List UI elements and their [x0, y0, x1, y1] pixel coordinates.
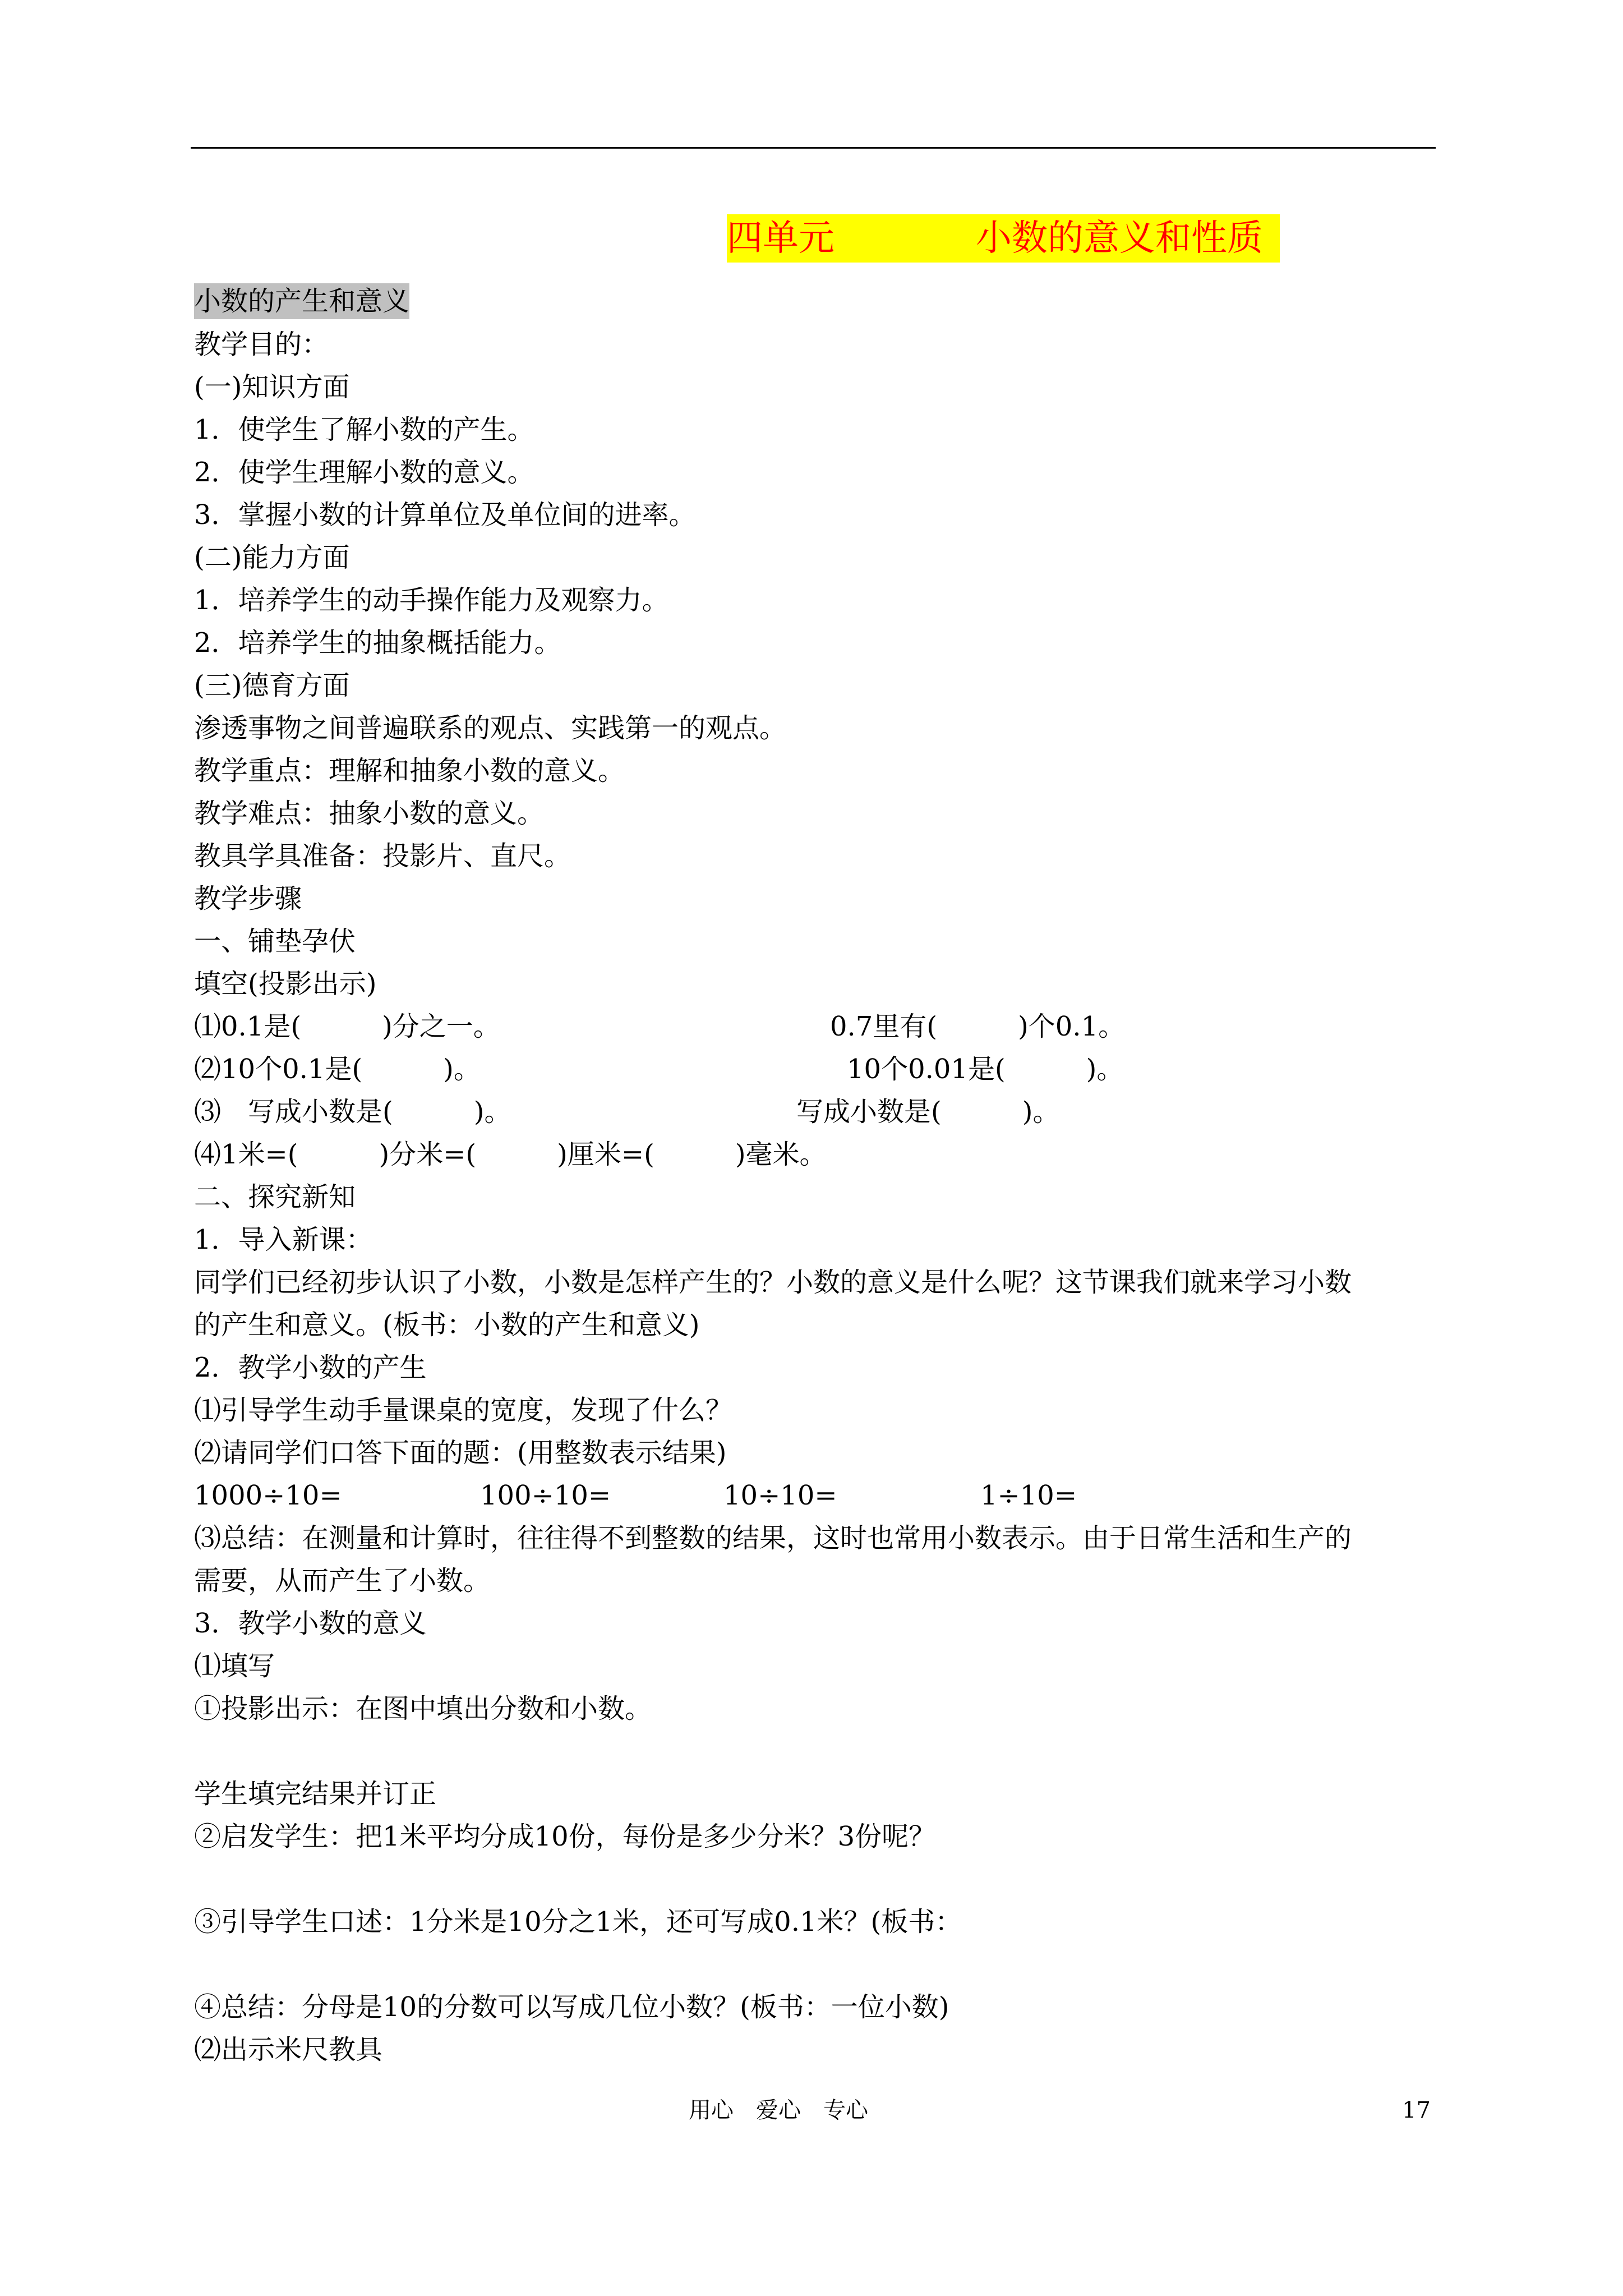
fill-item: ⑴0.1是( )分之一。 [194, 1011, 500, 1042]
text-line: 3．教学小数的意义 [194, 1608, 427, 1639]
text-line: 需要，从而产生了小数。 [194, 1565, 491, 1596]
fill-item: 0.7里有( )个0.1。 [830, 1011, 1126, 1042]
page-number: 17 [1402, 2097, 1431, 2123]
text-line: 一、铺垫孕伏 [194, 926, 356, 957]
text-line: 2．教学小数的产生 [194, 1352, 427, 1383]
division-problem: 1000÷10= [194, 1480, 342, 1511]
text-line: 1．培养学生的动手操作能力及观察力。 [194, 585, 669, 616]
section-heading: 小数的产生和意义 [194, 283, 409, 319]
division-problem: 10÷10= [723, 1480, 837, 1511]
text-line: (二)能力方面 [194, 542, 350, 573]
fill-item: 10个0.01是( )。 [847, 1053, 1124, 1085]
header-rule [191, 147, 1436, 149]
text-line: 同学们已经初步认识了小数，小数是怎样产生的？小数的意义是什么呢？这节课我们就来学习小数 [194, 1267, 1352, 1298]
division-problem: 1÷10= [980, 1480, 1077, 1511]
text-line: 2．培养学生的抽象概括能力。 [194, 627, 561, 659]
fill-item: 写成小数是( )。 [796, 1096, 1060, 1128]
text-line: 填空(投影出示) [194, 968, 377, 1000]
text-line: 3．掌握小数的计算单位及单位间的进率。 [194, 499, 696, 531]
text-line: 1．导入新课： [194, 1224, 373, 1255]
text-line: ②启发学生：把1米平均分成10份，每份是多少分米？3份呢？ [194, 1821, 936, 1852]
chapter-name: 小数的意义和性质 [976, 218, 1263, 259]
chapter-title [727, 214, 1280, 263]
text-line: 渗透事物之间普遍联系的观点、实践第一的观点。 [194, 712, 787, 744]
text-line: 2．使学生理解小数的意义。 [194, 457, 534, 488]
fill-item: ⑵10个0.1是( )。 [194, 1053, 481, 1085]
division-problem: 100÷10= [480, 1480, 611, 1511]
text-line: 教学重点：理解和抽象小数的意义。 [194, 755, 625, 786]
footer-slogan: 用心 爱心 专心 [689, 2097, 868, 2123]
text-line: ③引导学生口述：1分米是10分之1米，还可写成0.1米？(板书： [194, 1906, 962, 1938]
text-line: ⑴引导学生动手量课桌的宽度，发现了什么？ [194, 1395, 733, 1426]
fill-item: ⑶ 写成小数是( )。 [194, 1096, 511, 1128]
text-line: ⑵请同学们口答下面的题：(用整数表示结果) [194, 1437, 727, 1469]
text-line: ④总结：分母是10的分数可以写成几位小数？(板书：一位小数) [194, 1991, 949, 2023]
text-line: 二、探究新知 [194, 1181, 356, 1213]
text-line: 教具学具准备：投影片、直尺。 [194, 840, 571, 872]
text-line: 学生填完结果并订正 [194, 1778, 437, 1810]
text-line: ⑴填写 [194, 1650, 275, 1682]
text-line: ⑵出示米尺教具 [194, 2034, 383, 2065]
text-line: ①投影出示：在图中填出分数和小数。 [194, 1693, 652, 1724]
text-line: (一)知识方面 [194, 371, 350, 403]
text-line: 1．使学生了解小数的产生。 [194, 414, 534, 445]
text-line: 的产生和意义。(板书：小数的产生和意义) [194, 1309, 700, 1341]
text-line: 教学难点：抽象小数的意义。 [194, 798, 545, 829]
fill-item: ⑷1米=( )分米=( )厘米=( )毫米。 [194, 1139, 827, 1170]
text-line: (三)德育方面 [194, 670, 350, 701]
text-line: ⑶总结：在测量和计算时，往往得不到整数的结果，这时也常用小数表示。由于日常生活和生产的 [194, 1522, 1352, 1554]
text-line: 教学步骤 [194, 883, 302, 914]
chapter-number: 四单元 [727, 218, 834, 259]
text-line: 教学目的： [194, 329, 329, 360]
